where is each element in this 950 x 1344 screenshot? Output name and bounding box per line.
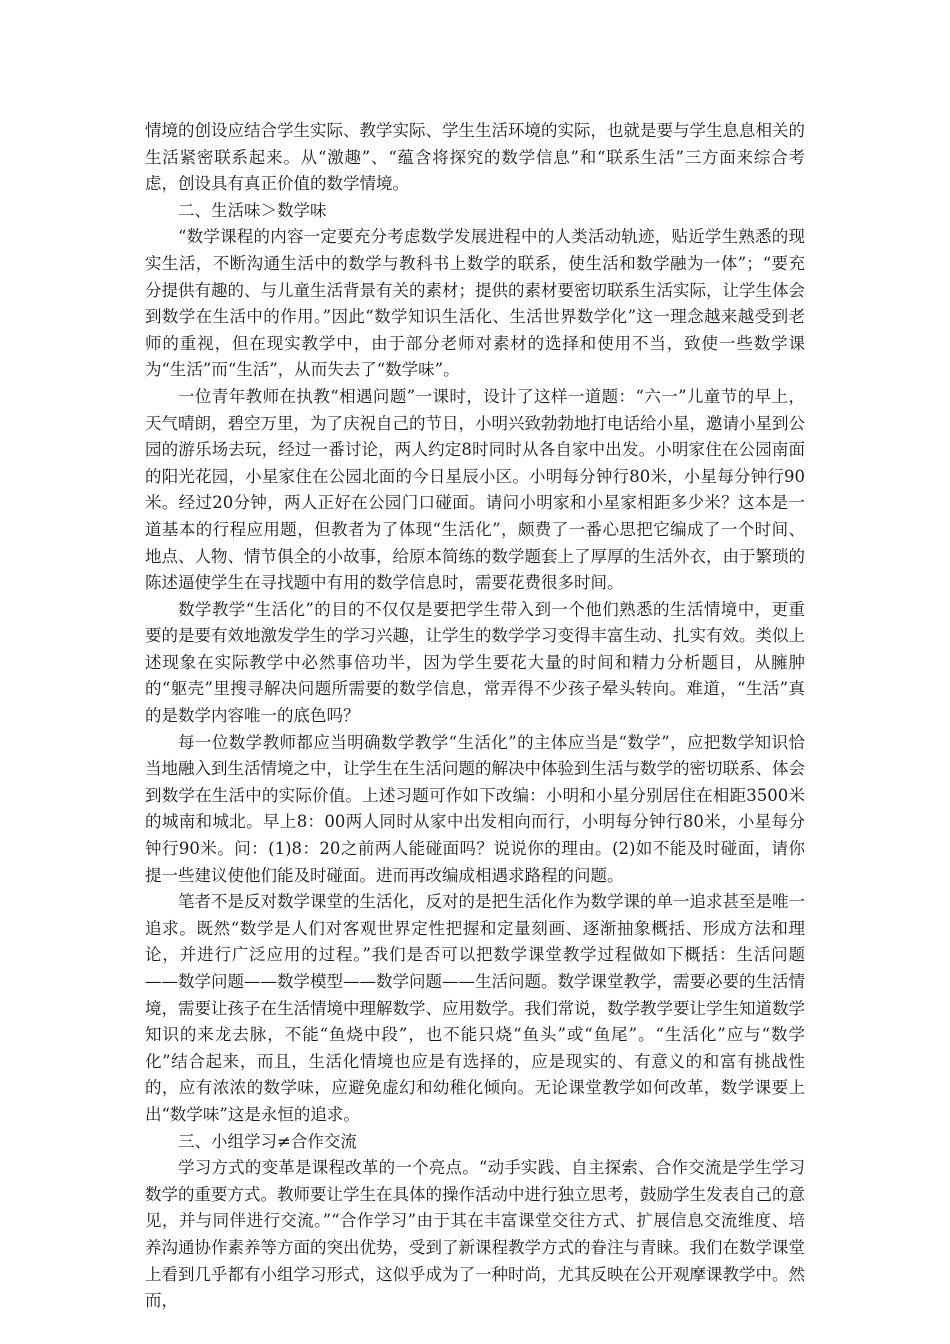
paragraph-purpose: 数学教学“生活化”的目的不仅仅是要把学生带入到一个他们熟悉的生活情境中，更重要的是要有效地激发学生的学习兴趣，让学生的数学学习变得丰富生动、扎实有效。类似上述现象在实际教学中必然事倍功半，因为学生要花大量的时间和精力分析题目，从臃肿的“躯壳”里搜寻解决问题所需要的数学信息，常弄得不少孩子晕头转向。难道，“生活”真的是数学内容唯一的底色吗？ xyxy=(145,599,805,726)
paragraph-example-problem: 一位青年教师在执教“相遇问题”一课时，设计了这样一道题：“六一”儿童节的早上，天气晴朗，碧空万里，为了庆祝自己的节日，小明兴致勃勃地打电话给小星，邀请小星到公园的游乐场去玩，经过一番讨论，两人约定8时同时从各自家中出发。小明家住在公园南面的阳光花园，小星家住在公园北面的今日星辰小区。小明每分钟行80米，小星每分钟行90米。经过20分钟，两人正好在公园门口碰面。请问小明家和小星家相距多少米？这本是一道基本的行程应用题，但教者为了体现“生活化”，颇费了一番心思把它编成了一个时间、地点、人物、情节俱全的小故事，给原本简练的数学题套上了厚厚的生活外衣，由于繁琐的陈述逼使学生在寻找题中有用的数学信息时，需要花费很多时间。 xyxy=(145,386,805,593)
section-heading-2: 二、生活味＞数学味 xyxy=(178,200,327,220)
section-heading-3: 三、小组学习≠合作交流 xyxy=(178,1131,357,1151)
document-page xyxy=(145,118,805,1315)
paragraph-opinion: 笔者不是反对数学课堂的生活化，反对的是把生活化作为数学课的单一追求甚至是唯一追求。既然“数学是人们对客观世界定性把握和定量刻画、逐渐抽象概括、形成方法和理论，并进行广泛应用的过程。”我们是否可以把数学课堂教学过程做如下概括：生活问题——数学问题——数学模型——数学问题——生活问题。数学课堂教学，需要必要的生活情境，需要让孩子在生活情境中理解数学、应用数学。我们常说，数学教学要让学生知道数学知识的来龙去脉，不能“鱼烧中段”，也不能只烧“鱼头”或“鱼尾”。“生活化”应与“数学化”结合起来，而且，生活化情境也应是有选择的，应是现实的、有意义的和富有挑战性的，应有浓浓的数学味，应避免虚幻和幼稚化倾向。无论课堂教学如何改革，数学课要上出“数学味”这是永恒的追求。 xyxy=(145,892,805,1124)
paragraph-intro: 情境的创设应结合学生实际、教学实际、学生生活环境的实际，也就是要与学生息息相关的生活紧密联系起来。从“激趣”、“蕴含将探究的数学信息”和“联系生活”三方面来综合考虑，创设具有真正价值的数学情境。 xyxy=(145,121,805,194)
paragraph-quote-curriculum: “数学课程的内容一定要充分考虑数学发展进程中的人类活动轨迹，贴近学生熟悉的现实生活，不断沟通生活中的数学与教科书上数学的联系，使生活和数学融为一体”；“要充分提供有趣的、与儿童生活背景有关的素材；提供的素材要密切联系生活实际，让学生体会到数学在生活中的作用。”因此“数学知识生活化、生活世界数学化”这一理念越来越受到老师的重视，但在现实教学中，由于部分老师对素材的选择和使用不当，致使一些数学课为“生活”而“生活”，从而失去了“数学味”。 xyxy=(145,227,805,380)
paragraph-revision: 每一位数学教师都应当明确数学教学“生活化”的主体应当是“数学”，应把数学知识恰当地融入到生活情境之中，让学生在生活问题的解决中体验到生活与数学的密切联系、体会到数学在生活中的实际价值。上述习题可作如下改编：小明和小星分别居住在相距3500米的城南和城北。早上8：00两人同时从家中出发相向而行，小明每分钟行80米，小星每分钟行90米。问：(1)8：20之前两人能碰面吗？说说你的理由。(2)如不能及时碰面，请你提一些建议使他们能及时碰面。进而再改编成相遇求路程的问题。 xyxy=(145,732,805,885)
paragraph-group-learning: 学习方式的变革是课程改革的一个亮点。“动手实践、自主探索、合作交流是学生学习数学的重要方式。教师要让学生在具体的操作活动中进行独立思考，鼓励学生发表自己的意见，并与同伴进行交流。”“合作学习”由于其在丰富课堂交往方式、扩展信息交流维度、培养沟通协作素养等方面的突出优势，受到了新课程教学方式的眷注与青睐。我们在数学课堂上看到几乎都有小组学习形式，这似乎成为了一种时尚，尤其反映在公开观摩课教学中。然而， xyxy=(145,1158,805,1311)
